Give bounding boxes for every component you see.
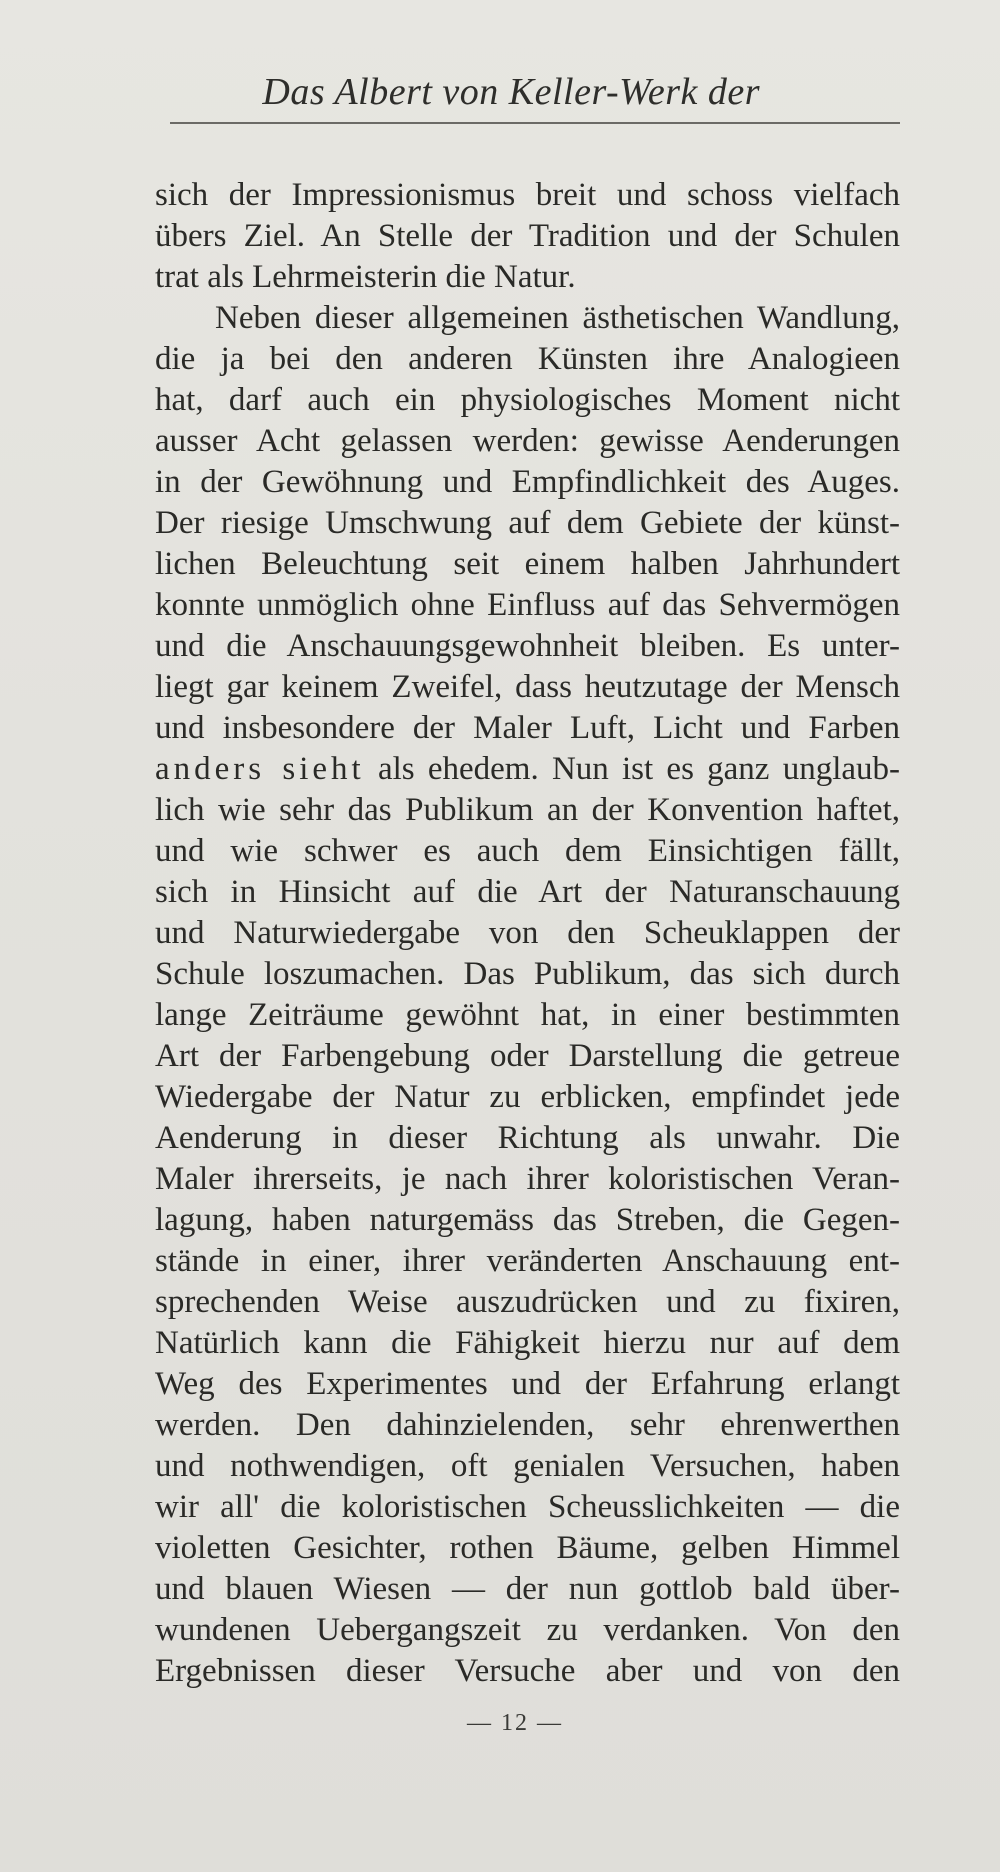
text-line: die ja bei den anderen Künsten ihre Analogieen xyxy=(155,341,900,377)
text-line: lange Zeiträume gewöhnt hat, in einer bestimmten xyxy=(155,997,900,1033)
running-header xyxy=(170,62,900,126)
text-line: und insbesondere der Maler Luft, Licht und Farben xyxy=(155,710,900,746)
text-line: stände in einer, ihrer veränderten Anschauung ent- xyxy=(155,1243,900,1279)
text-line: werden. Den dahinzielenden, sehr ehrenwerthen xyxy=(155,1407,900,1443)
running-header-title: Das Albert von Keller-Werk der xyxy=(262,71,760,113)
text-line: lagung, haben naturgemäss das Streben, die Gegen- xyxy=(155,1202,900,1238)
text-line: Der riesige Umschwung auf dem Gebiete der künst- xyxy=(155,505,900,541)
header-rule xyxy=(170,122,900,124)
text-line: lichen Beleuchtung seit einem halben Jahrhundert xyxy=(155,546,900,582)
text-line: hat, darf auch ein physiologisches Moment nicht xyxy=(155,382,900,418)
text-line: Art der Farbengebung oder Darstellung die getreue xyxy=(155,1038,900,1074)
text-line: wundenen Uebergangszeit zu verdanken. Von den xyxy=(155,1612,900,1648)
text-line-rest: als ehedem. Nun ist es ganz unglaub- xyxy=(364,751,901,787)
text-line: trat als Lehrmeisterin die Natur. xyxy=(155,259,576,295)
text-line: sich der Impressionismus breit und schoss vielfach xyxy=(155,177,900,213)
text-line: violetten Gesichter, rothen Bäume, gelben Himmel xyxy=(155,1530,900,1566)
text-line: und Naturwiedergabe von den Scheuklappen der xyxy=(155,915,900,951)
text-line: sich in Hinsicht auf die Art der Naturanschauung xyxy=(155,874,900,910)
text-line: und nothwendigen, oft genialen Versuchen, haben xyxy=(155,1448,900,1484)
text-line: in der Gewöhnung und Empfindlichkeit des Auges. xyxy=(155,464,900,500)
spaced-emphasis: anders sieht xyxy=(155,751,365,787)
text-line: lich wie sehr das Publikum an der Konvention haftet, xyxy=(155,792,900,828)
text-line: sprechenden Weise auszudrücken und zu fixiren, xyxy=(155,1284,900,1320)
text-line: ausser Acht gelassen werden: gewisse Aenderungen xyxy=(155,423,900,459)
text-line: liegt gar keinem Zweifel, dass heutzutage der Mensch xyxy=(155,669,900,705)
text-line: Ergebnissen dieser Versuche aber und von den xyxy=(155,1653,900,1689)
text-line: Aenderung in dieser Richtung als unwahr. Die xyxy=(155,1120,900,1156)
text-line: und blauen Wiesen — der nun gottlob bald über- xyxy=(155,1571,900,1607)
text-line: übers Ziel. An Stelle der Tradition und der Schulen xyxy=(155,218,900,254)
text-line: Wiedergabe der Natur zu erblicken, empfindet jede xyxy=(155,1079,900,1115)
page-number: — 12 — xyxy=(467,1710,563,1736)
text-line: Natürlich kann die Fähigkeit hierzu nur auf dem xyxy=(155,1325,900,1361)
text-line: und die Anschauungsgewohnheit bleiben. Es unter- xyxy=(155,628,900,664)
text-line-spaced-emphasis xyxy=(155,749,900,790)
text-line: Schule loszumachen. Das Publikum, das sich durch xyxy=(155,956,900,992)
text-line: wir all' die koloristischen Scheusslichkeiten — die xyxy=(155,1489,900,1525)
text-line: Neben dieser allgemeinen ästhetischen Wandlung, xyxy=(215,300,900,336)
text-line: Maler ihrerseits, je nach ihrer koloristischen Veran- xyxy=(155,1161,900,1197)
text-line: konnte unmöglich ohne Einfluss auf das Sehvermögen xyxy=(155,587,900,623)
text-line: und wie schwer es auch dem Einsichtigen fällt, xyxy=(155,833,900,869)
text-line: Weg des Experimentes und der Erfahrung erlangt xyxy=(155,1366,900,1402)
body-text xyxy=(155,175,900,1692)
